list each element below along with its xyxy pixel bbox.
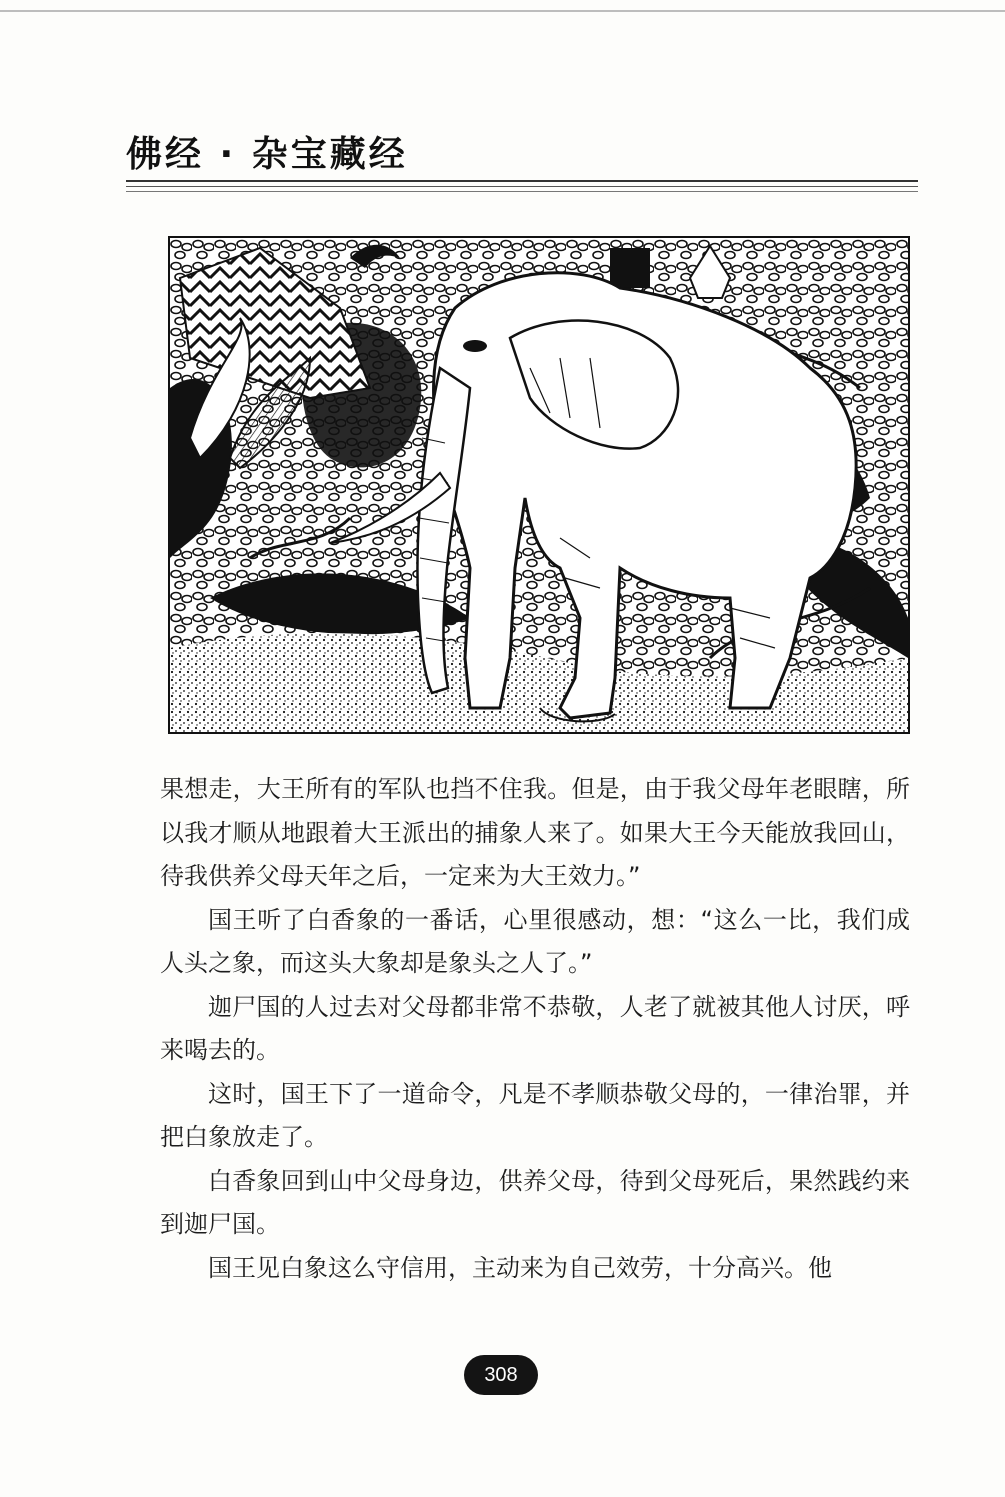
header-rule-thick (126, 180, 918, 182)
page-number-badge: 308 (464, 1355, 538, 1395)
paragraph: 白香象回到山中父母身边，供养父母，待到父母死后，果然践约来到迦尸国。 (160, 1166, 910, 1238)
running-header-title: 佛经 · 杂宝藏经 (126, 134, 408, 175)
paragraph: 果想走，大王所有的军队也挡不住我。但是，由于我父母年老眼瞎，所以我才顺从地跟着大王派出的捕象人来了。如果大王今天能放我回山，待我供养父母天年之后，一定来为大王效力。” (160, 775, 910, 890)
page-top-rule (0, 10, 1005, 12)
paragraph: 国王听了白香象的一番话，心里很感动，想：“这么一比，我们成人头之象，而这头大象却是象头之人了。” (160, 905, 910, 977)
header-rule-thin (126, 186, 918, 187)
elephant-illustration (168, 236, 910, 734)
body-text (160, 768, 910, 1290)
paragraph: 迦尸国的人过去对父母都非常不恭敬，人老了就被其他人讨厌，呼来喝去的。 (160, 992, 910, 1064)
header-rule-thin-lower (126, 191, 918, 192)
paragraph: 国王见白象这么守信用，主动来为自己效劳，十分高兴。他 (208, 1253, 832, 1282)
paragraph: 这时，国王下了一道命令，凡是不孝顺恭敬父母的，一律治罪，并把白象放走了。 (160, 1079, 910, 1151)
